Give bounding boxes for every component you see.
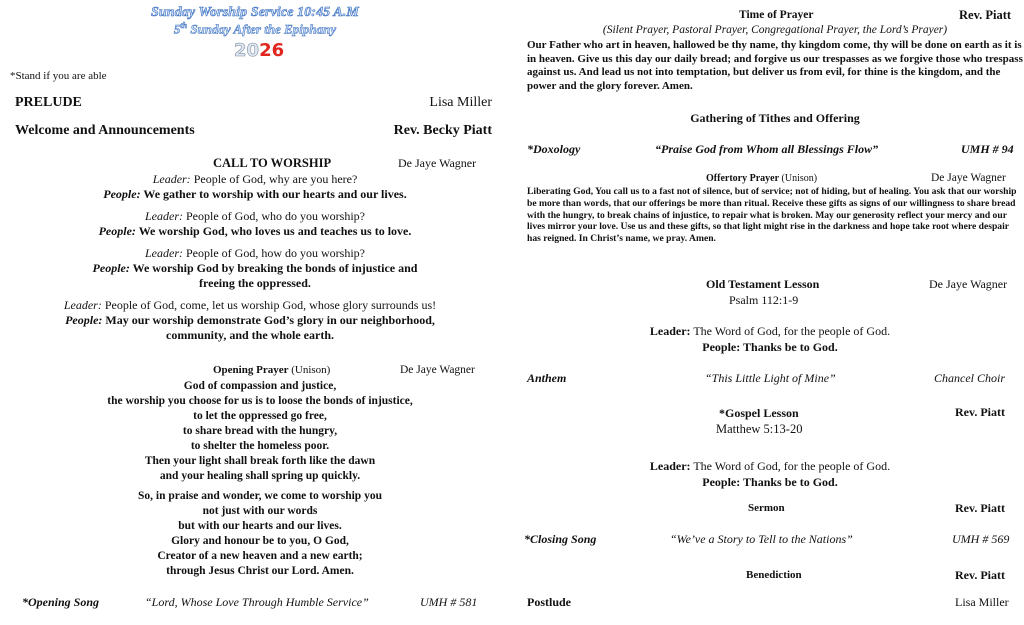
doxology-label: *Doxology <box>527 142 581 156</box>
opening-prayer-stanza-1 <box>90 379 430 484</box>
postlude-label: Postlude <box>527 595 572 609</box>
anthem-title: “This Little Light of Mine” <box>705 371 836 385</box>
people-line <box>40 261 470 276</box>
people-line <box>30 313 470 328</box>
people-text: May our worship demonstrate God’s glory in our neighborhood, <box>102 313 435 327</box>
leader-line <box>40 172 470 187</box>
prayer-line: to shelter the homeless poor. <box>190 440 330 452</box>
people-text: We worship God by breaking the bonds of injustice and <box>129 261 418 275</box>
leader-line <box>40 209 470 224</box>
time-of-prayer-title: Time of Prayer <box>739 9 814 21</box>
response-people-line: People: Thanks be to God. <box>702 340 838 354</box>
year-logo <box>234 40 285 63</box>
welcome-person: Rev. Becky Piatt <box>393 123 492 138</box>
doxology-title: “Praise God from Whom all Blessings Flow” <box>655 142 879 156</box>
closing-song-hymn: UMH # 569 <box>952 532 1010 546</box>
call-to-worship-title: CALL TO WORSHIP <box>213 156 332 170</box>
offertory-prayer-text: Liberating God, You call us to a fast not of silence, but of service; not of hiding, but of healing. You ask that our worship be more than words, that our offerings be more than ritual. Receive these gifts as signs of our willingness to share bread with the hungry, to break chains of injustice, to repair what is broken. May our generosity reflect your mercy and our lives mirror your love. Use us and these gifts, so that light might rise in the darkness and hope take root where despair has reigned. In Christ’s name, we pray. Amen. <box>527 186 1017 245</box>
sermon-title: Sermon <box>748 502 785 514</box>
closing-song-label: *Closing Song <box>524 532 597 546</box>
prelude-label: PRELUDE <box>15 95 82 110</box>
people-text: We worship God, who loves us and teaches us to love. <box>135 224 412 238</box>
people-line <box>40 224 470 239</box>
prayer-line: and your healing shall spring up quickly. <box>159 470 361 482</box>
opening-song-hymn: UMH # 581 <box>420 595 478 609</box>
leader-line <box>40 246 470 261</box>
people-line-cont: community, and the whole earth. <box>166 328 334 342</box>
time-of-prayer-subtitle: (Silent Prayer, Pastoral Prayer, Congregational Prayer, the Lord’s Prayer) <box>602 24 948 36</box>
service-title: Sunday Worship Service 10:45 A.M <box>151 5 359 20</box>
sermon-person: Rev. Piatt <box>955 501 1005 515</box>
offertory-prayer-person: De Jaye Wagner <box>931 172 1006 184</box>
people-text: We gather to worship with our hearts and our lives. <box>140 187 407 201</box>
benediction-person: Rev. Piatt <box>955 568 1005 582</box>
ot-lesson-reference: Psalm 112:1-9 <box>729 293 799 307</box>
sunday-ordinal-suffix: th <box>180 21 188 30</box>
sunday-name <box>110 21 400 37</box>
prayer-line: to let the oppressed go free, <box>193 410 327 422</box>
leader-text: The Word of God, for the people of God. <box>690 459 891 473</box>
people-label: People: <box>65 313 103 327</box>
prayer-line: but with our hearts and our lives. <box>178 520 342 532</box>
ot-lesson-title: Old Testament Lesson <box>706 277 820 291</box>
prayer-line: Then your light shall break forth like the dawn <box>144 455 376 467</box>
year-logo-digits: 20 <box>234 40 260 61</box>
prelude-person: Lisa Miller <box>429 95 492 110</box>
people-label: People: <box>98 224 136 238</box>
leader-label: Leader: <box>145 246 183 260</box>
leader-text: People of God, who do you worship? <box>183 209 365 223</box>
tithes-heading: Gathering of Tithes and Offering <box>690 111 860 125</box>
offertory-prayer-title-text: Offertory Prayer <box>706 173 780 184</box>
prayer-line: to share bread with the hungry, <box>182 425 338 437</box>
doxology-hymn: UMH # 94 <box>961 142 1014 156</box>
prayer-line: the worship you choose for us is to loose the bonds of injustice, <box>107 395 413 407</box>
opening-song-label: *Opening Song <box>22 595 100 609</box>
year-logo-digits-accent: 26 <box>259 40 285 61</box>
sunday-name-text: Sunday After the Epiphany <box>187 21 337 37</box>
stand-note: *Stand if you are able <box>10 70 107 82</box>
gospel-reference: Matthew 5:13-20 <box>716 422 803 436</box>
leader-label: Leader: <box>649 324 691 338</box>
prayer-line: not just with our words <box>202 505 318 517</box>
opening-prayer-title-text: Opening Prayer <box>213 364 289 376</box>
people-label: People: <box>92 261 130 275</box>
people-label: People: <box>103 187 141 201</box>
prayer-line: God of compassion and justice, <box>183 380 337 392</box>
opening-prayer-person: De Jaye Wagner <box>400 364 475 376</box>
time-of-prayer-person: Rev. Piatt <box>959 8 1012 22</box>
gospel-title: *Gospel Lesson <box>719 406 799 420</box>
gospel-person: Rev. Piatt <box>955 405 1005 419</box>
closing-song-title: “We’ve a Story to Tell to the Nations” <box>670 532 853 546</box>
leader-label: Leader: <box>152 172 191 186</box>
prayer-line: So, in praise and wonder, we come to worship you <box>138 490 382 502</box>
leader-label: Leader: <box>649 459 691 473</box>
sunday-ordinal: 5 <box>173 21 181 37</box>
leader-text: People of God, why are you here? <box>190 172 358 186</box>
prayer-line: through Jesus Christ our Lord. Amen. <box>166 565 354 577</box>
postlude-person: Lisa Miller <box>955 595 1009 609</box>
opening-song-title: “Lord, Whose Love Through Humble Service” <box>145 595 369 609</box>
leader-text: People of God, come, let us worship God, whose glory surrounds us! <box>101 298 437 312</box>
leader-text: The Word of God, for the people of God. <box>690 324 891 338</box>
leader-label: Leader: <box>63 298 102 312</box>
opening-prayer-title <box>213 364 330 376</box>
response-leader-line <box>600 324 940 339</box>
welcome-label: Welcome and Announcements <box>15 123 195 138</box>
people-line <box>40 187 470 202</box>
prayer-line: Creator of a new heaven and a new earth; <box>157 550 363 562</box>
leader-text: People of God, how do you worship? <box>183 246 365 260</box>
ot-lesson-person: De Jaye Wagner <box>929 277 1008 291</box>
offertory-prayer-mode: (Unison) <box>779 173 818 184</box>
people-line-cont: freeing the oppressed. <box>199 276 311 290</box>
anthem-performer: Chancel Choir <box>934 371 1005 385</box>
benediction-title: Benediction <box>746 569 802 581</box>
prayer-line: Glory and honour be to you, O God, <box>171 535 349 547</box>
response-leader-line <box>600 459 940 474</box>
call-to-worship-person: De Jaye Wagner <box>398 156 477 170</box>
response-people-line: People: Thanks be to God. <box>702 475 838 489</box>
leader-line <box>30 298 470 313</box>
opening-prayer-mode: (Unison) <box>288 364 331 376</box>
lords-prayer: Our Father who art in heaven, hallowed be thy name, thy kingdom come, thy will be done on earth as it is in heaven. Give us this day our daily bread; and forgive us our trespasses as we forgive those who trespass against us. And lead us not into temptation, but deliver us from evil, for thine is the kingdom, and the power and the glory forever. Amen. <box>527 39 1023 92</box>
offertory-prayer-title <box>706 173 817 184</box>
leader-label: Leader: <box>145 209 183 223</box>
anthem-label: Anthem <box>527 371 567 385</box>
opening-prayer-stanza-2 <box>90 489 430 579</box>
